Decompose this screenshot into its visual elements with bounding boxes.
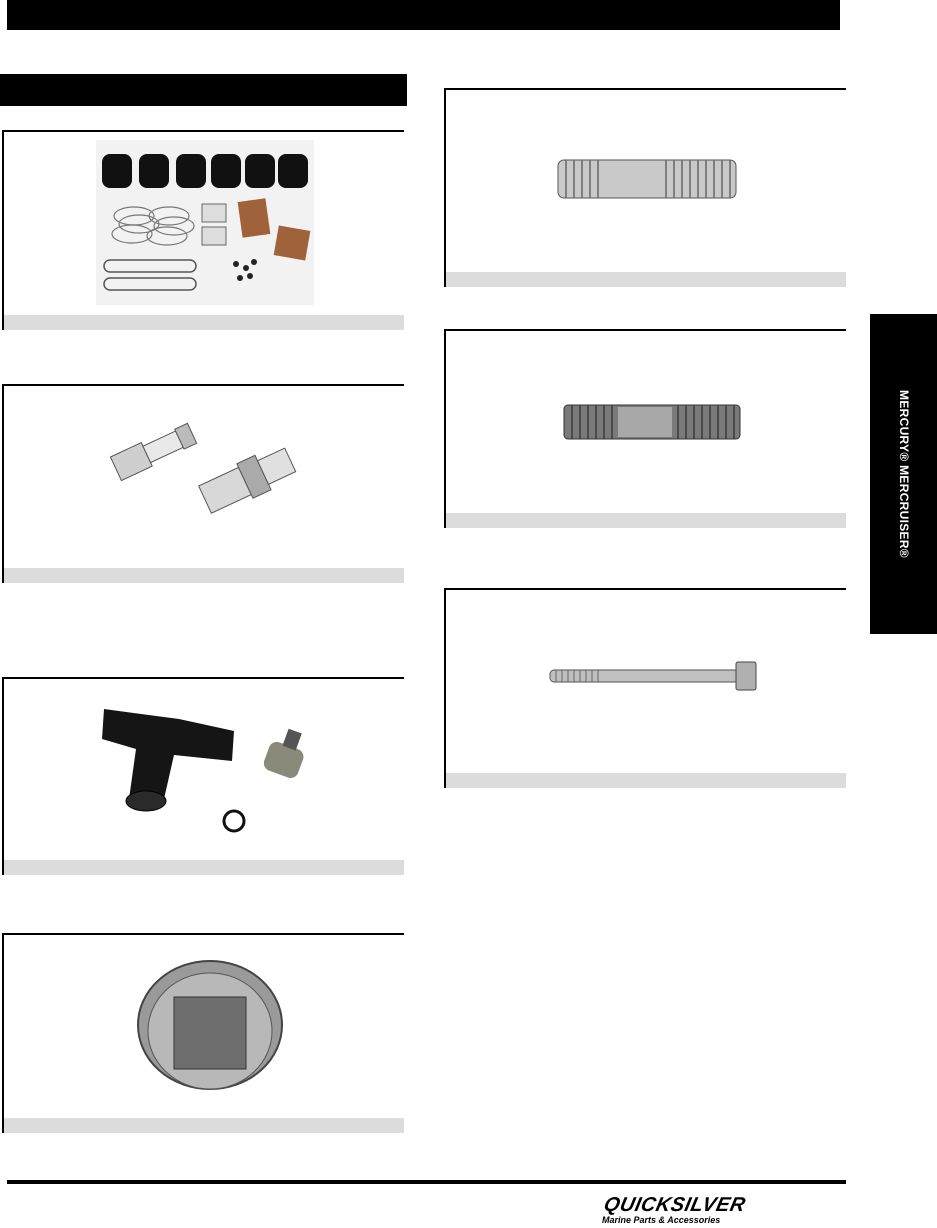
footer-rule [7,1180,846,1184]
stud-medium-photo [446,331,846,515]
product-card-stud-medium [444,329,846,528]
header-bar [7,0,840,30]
product-card-stud-short [444,88,846,287]
stud-medium-caption [446,513,846,528]
gasket-kit-caption [4,315,404,330]
product-card-hex-bolt [444,588,846,788]
logo-word: QUICKSILVER [601,1194,748,1216]
fittings-photo [4,386,404,570]
side-tab [870,314,937,634]
elbow-fitting-photo [4,679,404,862]
elbow-fitting-caption [4,860,404,875]
product-card-elbow-fitting [2,677,404,875]
hex-bolt-photo [446,590,846,775]
fittings-caption [4,568,404,583]
product-card-fittings [2,384,404,583]
product-card-square-plug [2,933,404,1133]
quicksilver-logo [598,1194,773,1228]
square-plug-photo [4,935,404,1120]
stud-short-photo [446,90,846,274]
hex-bolt-caption [446,773,846,788]
product-card-gasket-kit [2,130,404,330]
gasket-kit-photo [4,132,404,317]
stud-short-caption [446,272,846,287]
logo-tagline: Marine Parts & Accessories [602,1215,721,1225]
side-tab-label: MERCURY® MERCRUISER® [896,390,911,558]
square-plug-caption [4,1118,404,1133]
section-title-bar [0,74,407,106]
